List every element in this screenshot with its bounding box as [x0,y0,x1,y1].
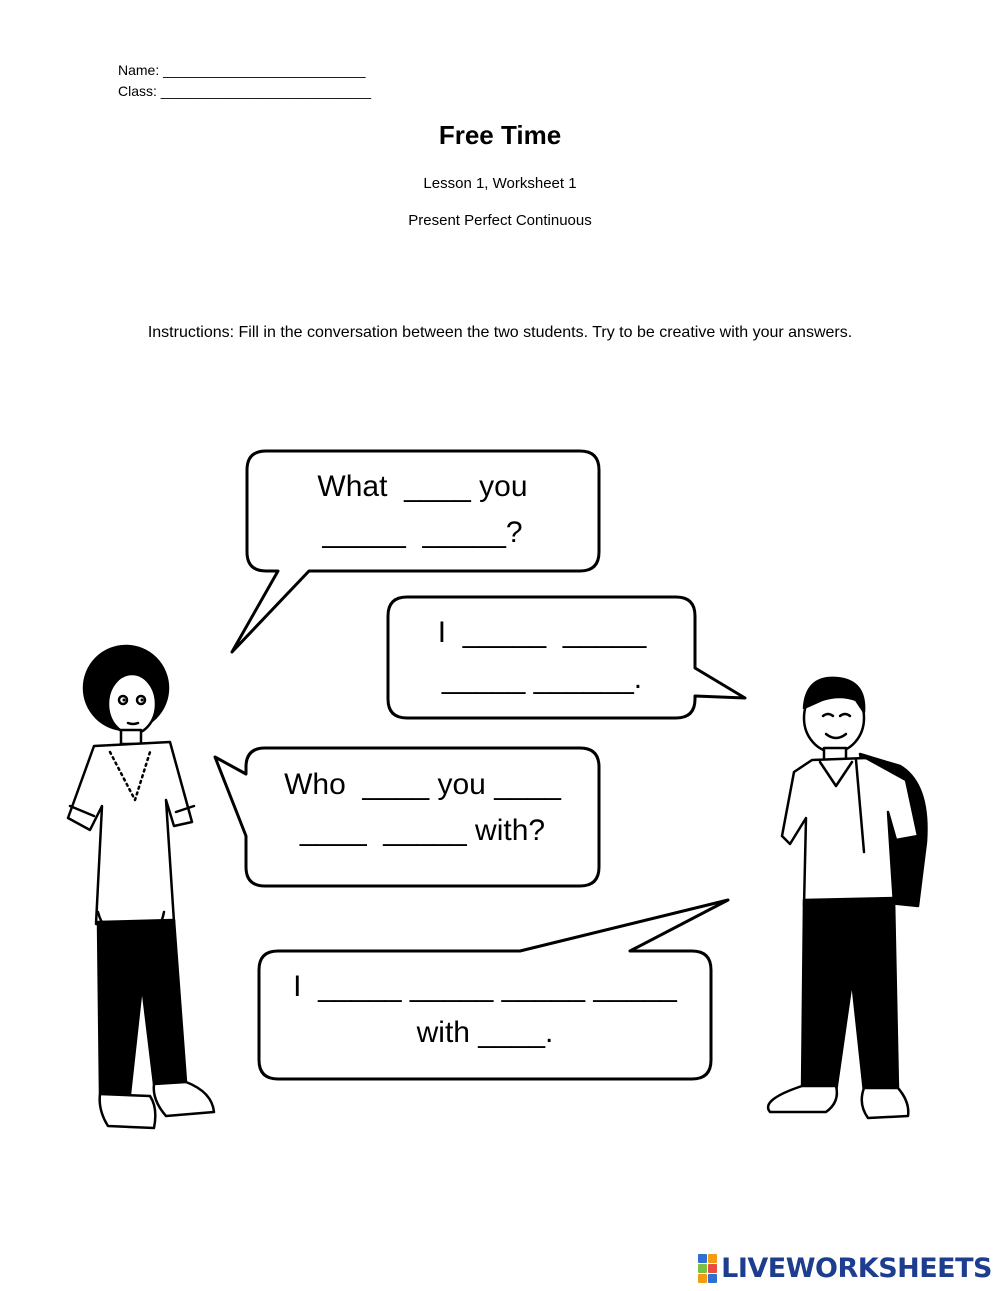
worksheet-title: Free Time [438,120,562,150]
bubble-1-text: What ____ you _____ _____? [317,470,528,549]
class-field[interactable]: Class: ___________________________ [118,83,372,99]
liveworksheets-logo [698,1253,992,1284]
bubble-2-text: I _____ _____ _____ ______. [437,616,647,695]
bubble-3-text: Who ____ you ____ ____ _____ with? [284,768,561,847]
logo-square [698,1254,707,1263]
student-left-figure [68,646,214,1128]
bubble-4-text: I _____ _____ _____ _____ with ____. [293,970,677,1049]
instructions: Instructions: Fill in the conversation between the two students. Try to be creative with your answers. [147,324,853,341]
logo-square [708,1254,717,1263]
logo-square [708,1264,717,1273]
student-right-figure [768,678,926,1118]
logo-text: LIVEWORKSHEETS [721,1253,992,1284]
logo-square [698,1274,707,1283]
logo-square [698,1264,707,1273]
logo-icon [698,1254,717,1283]
lesson-subtitle: Lesson 1, Worksheet 1 [423,175,577,192]
name-field[interactable]: Name: __________________________ [118,62,366,78]
topic-subtitle: Present Perfect Continuous [408,212,592,229]
logo-square [708,1274,717,1283]
